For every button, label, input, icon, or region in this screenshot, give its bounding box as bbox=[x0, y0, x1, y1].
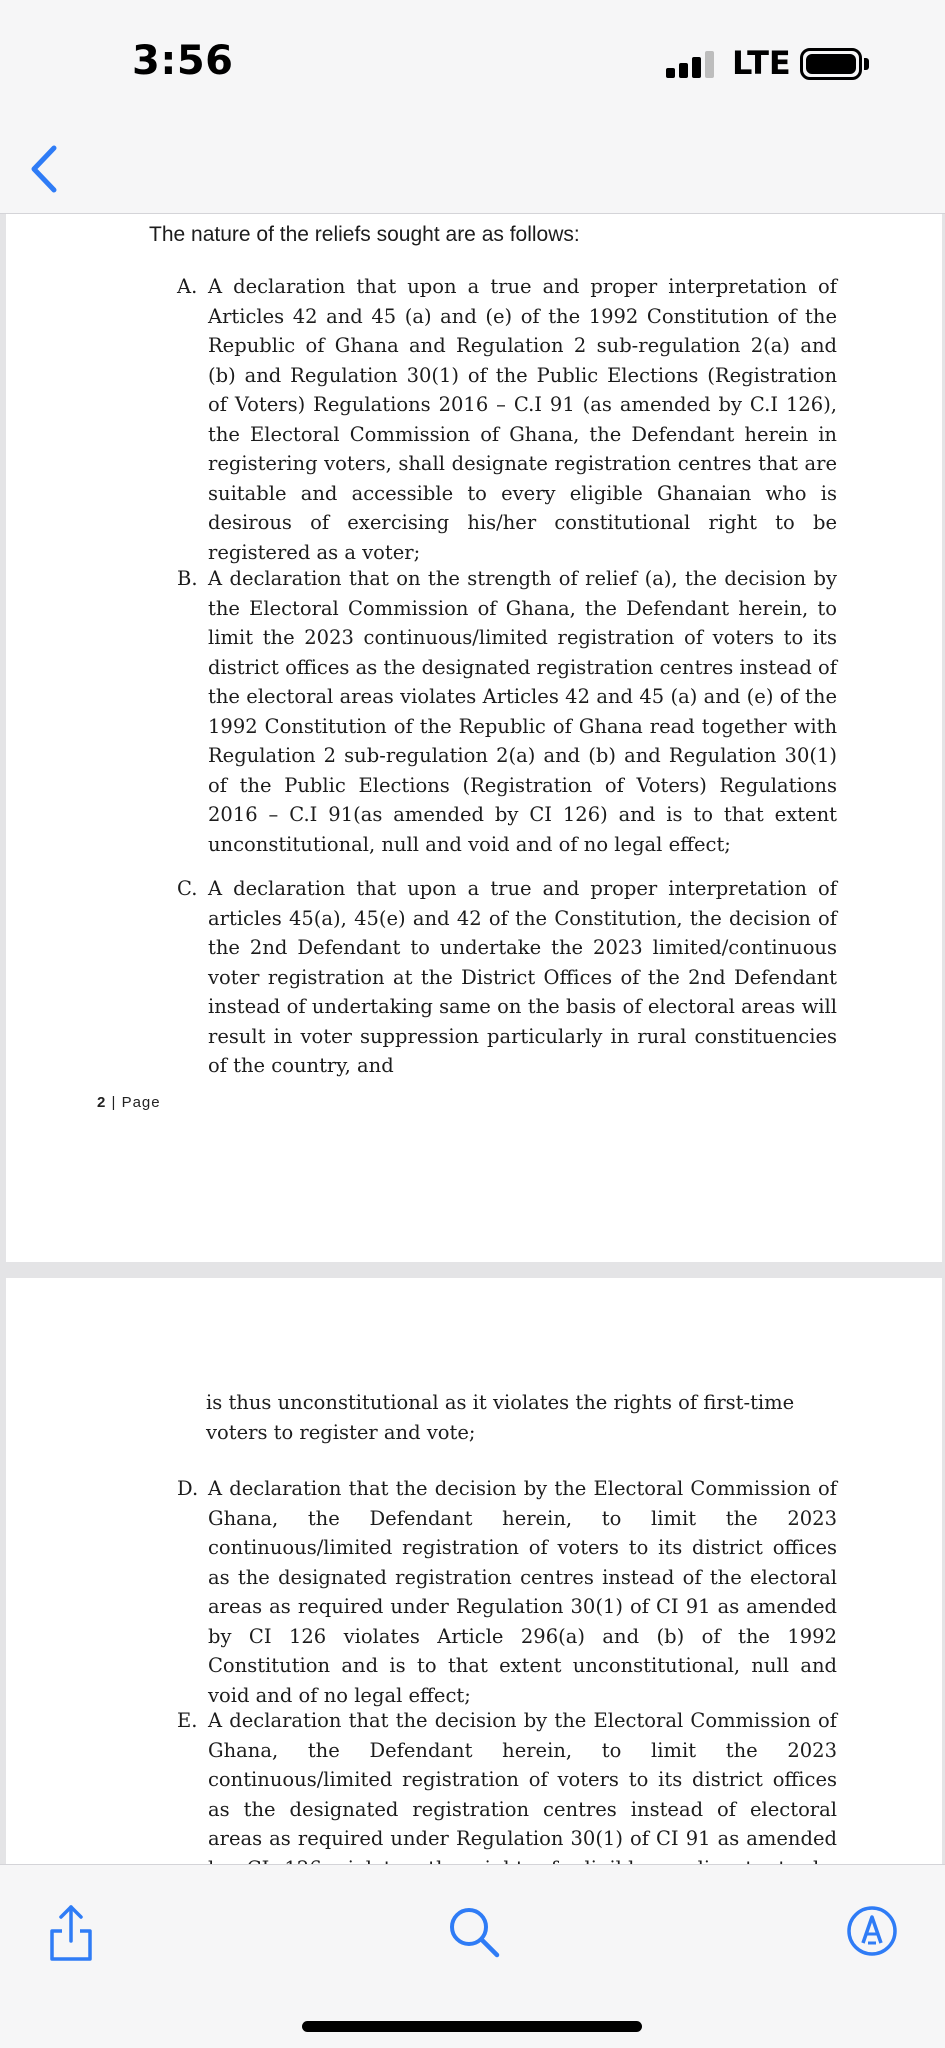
relief-item-d bbox=[177, 1474, 837, 1710]
relief-item-c bbox=[177, 874, 837, 1081]
network-label: LTE bbox=[732, 44, 791, 82]
page-number-value: 2 bbox=[97, 1094, 107, 1111]
bottom-toolbar bbox=[0, 1864, 945, 2048]
battery-cap bbox=[864, 58, 869, 70]
signal-icon bbox=[666, 50, 716, 78]
relief-text: A declaration that the decision by the Electoral Commission of Ghana, the Defendant herein, to limit the 2023 continuous/limited registration of voters to its district offices as the designated registration centres instead of the electoral areas as required under Regulation 30(1) of CI 91 as amended by CI 126 violates Article 296(a) and (b) of the 1992 Constitution and is to that extent unconstitutional, null and void and of no legal effect; bbox=[208, 1477, 837, 1707]
relief-text: A declaration that the decision by the Electoral Commission of Ghana, the Defendant herein, to limit the 2023 continuous/limited registration of voters to its district offices as the designated registration centres instead of electoral areas as required under Regulation 30(1) of CI 91 as amended bbox=[208, 1709, 837, 1850]
share-icon bbox=[46, 1903, 96, 1963]
relief-intro: The nature of the reliefs sought are as follows: bbox=[149, 223, 580, 246]
relief-letter: A. bbox=[177, 275, 198, 298]
page-number: 2 | Page bbox=[97, 1094, 161, 1111]
document-page bbox=[6, 214, 942, 1262]
markup-icon bbox=[846, 1905, 898, 1957]
continuation-text: is thus unconstitutional as it violates the rights of first-time voters to register and vote; bbox=[206, 1391, 795, 1444]
back-button[interactable] bbox=[24, 144, 64, 194]
share-button[interactable] bbox=[46, 1903, 96, 1963]
relief-letter: D. bbox=[177, 1477, 199, 1500]
relief-letter: B. bbox=[177, 567, 198, 590]
document-viewer[interactable] bbox=[0, 214, 945, 1864]
relief-letter: E. bbox=[177, 1709, 198, 1732]
chevron-left-icon bbox=[24, 144, 64, 194]
relief-item-b bbox=[177, 564, 837, 859]
nav-bar bbox=[0, 120, 945, 214]
relief-letter: C. bbox=[177, 877, 198, 900]
page-number-label: Page bbox=[121, 1094, 161, 1111]
relief-text: A declaration that upon a true and proper interpretation of articles 45(a), 45(e) and 42 of the Constitution, the decision of the 2nd Defendant to undertake the 2023 limited/continuous voter registration at the District Offices of the 2nd Defendant instead of undertaking same on the basis of electoral areas will result in voter suppression particularly in rural constituencies of the country, and bbox=[208, 877, 837, 1077]
status-time: 3:56 bbox=[132, 38, 234, 84]
search-button[interactable] bbox=[447, 1905, 501, 1959]
relief-item-a bbox=[177, 272, 837, 567]
home-indicator[interactable] bbox=[302, 2021, 642, 2032]
relief-text: A declaration that upon a true and proper interpretation of Articles 42 and 45 (a) and (e) of the 1992 Constitution of the Republic of Ghana and Regulation 2 sub-regulation 2(a) and (b) and Regulation 30(1) of the Public Elections (Registration of Voters) Regulations 2016 – C.I 91 (as amended by C.I 126), the Electoral Commission of Ghana, the Defendant herein in registering voters, shall designate registration centres that are suitable and accessible to every eligible Ghanaian who is desirous of exercising his/her constitutional right to be registered as a voter; bbox=[208, 275, 837, 564]
status-bar bbox=[0, 0, 945, 120]
relief-text: A declaration that on the strength of relief (a), the decision by the Electoral Commission of Ghana, the Defendant herein, to limit the 2023 continuous/limited registration of voters to its district offices as the designated registration centres instead of the electoral areas violates Articles 42 and 45 (a) and (e) of the 1992 Constitution of the Republic of Ghana read together with Regulation 2 sub-regulation 2(a) and (b) and Regulation 30(1) of the Public Elections (Registration of Voters) Regulations 2016 – C.I 91(as amended by CI 126) and is to that extent unconstitutional, null and void and of no legal effect; bbox=[208, 567, 837, 856]
markup-button[interactable] bbox=[846, 1905, 898, 1957]
search-icon bbox=[447, 1905, 501, 1959]
battery-icon bbox=[800, 48, 862, 80]
document-page bbox=[6, 1278, 942, 1898]
